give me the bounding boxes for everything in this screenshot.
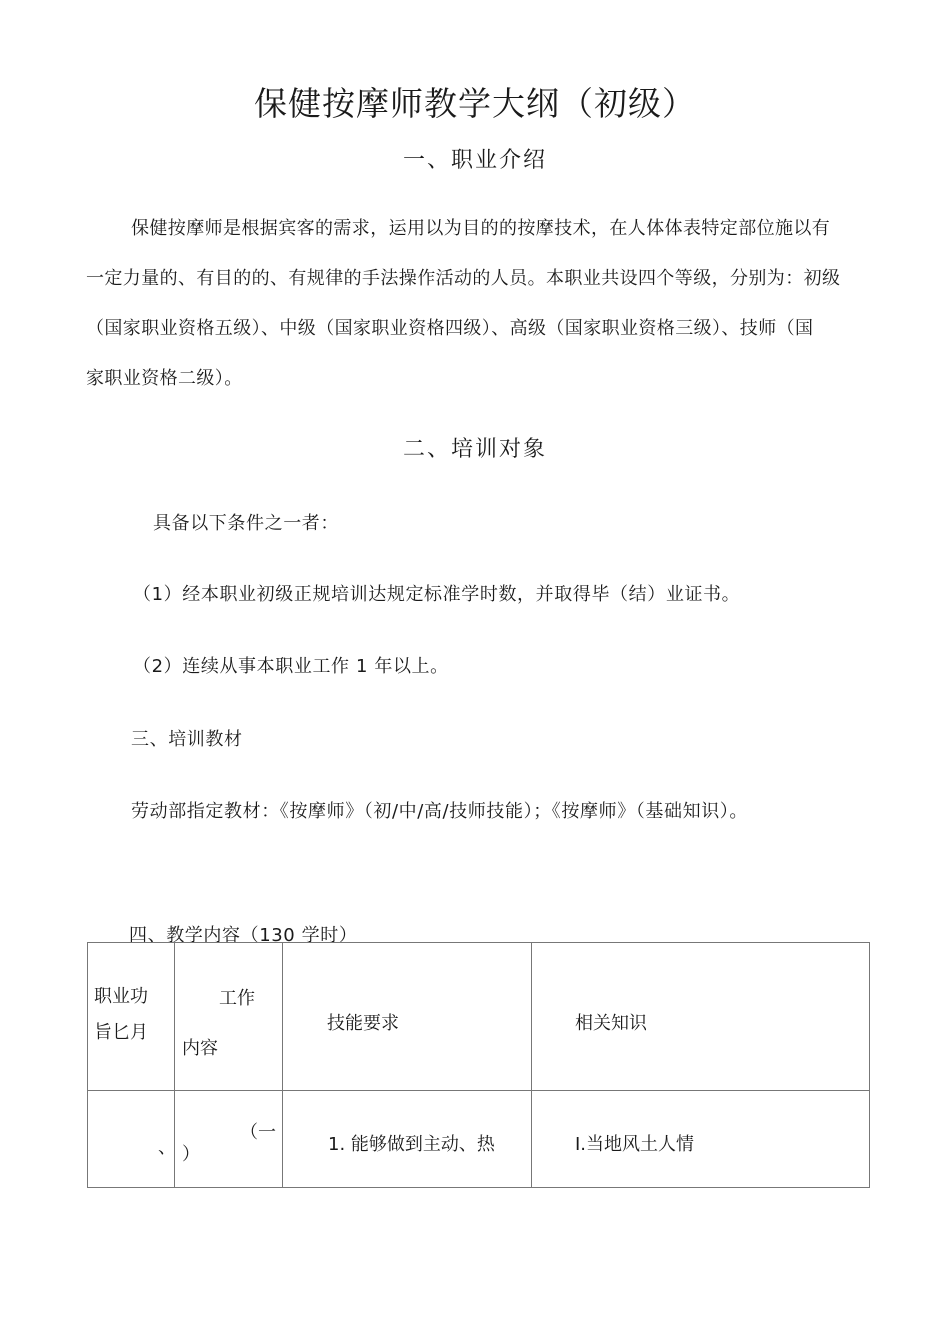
section-heading-training-target: 二、培训对象 xyxy=(402,437,547,462)
header-work-content-line-2: 内容 xyxy=(182,1038,218,1059)
header-cell-related-knowledge xyxy=(532,943,870,1091)
header-cell-career-function xyxy=(88,943,175,1091)
intro-paragraph-line-2: 一定力量的、有目的的、有规律的手法操作活动的人员。本职业共设四个等级，分别为：初级 xyxy=(86,268,841,289)
row1-cell-related-knowledge xyxy=(532,1091,870,1188)
row1-cell-skill-requirements xyxy=(283,1091,532,1188)
row1-related-knowledge: I.当地风土人情 xyxy=(575,1134,695,1155)
row1-skill-requirements: 1. 能够做到主动、热 xyxy=(328,1134,495,1155)
conditions-intro: 具备以下条件之一者： xyxy=(153,513,339,534)
row1-work-content-line-1: （一 xyxy=(240,1122,276,1143)
row1-career-function: 、 xyxy=(158,1137,176,1158)
row1-work-content-line-2: ） xyxy=(182,1144,200,1165)
intro-paragraph-line-3: （国家职业资格五级）、中级（国家职业资格四级）、高级（国家职业资格三级）、技师（国 xyxy=(86,318,814,339)
row1-cell-work-content xyxy=(175,1091,283,1188)
document-title: 保健按摩师教学大纲（初级） xyxy=(254,84,696,123)
intro-paragraph-line-4: 家职业资格二级）。 xyxy=(86,368,243,389)
training-materials-text: 劳动部指定教材：《按摩师》（初/中/高/技师技能）；《按摩师》（基础知识）。 xyxy=(131,801,748,822)
teaching-content-table xyxy=(87,942,870,1188)
condition-item-1: （1）经本职业初级正规培训达规定标准学时数，并取得毕（结）业证书。 xyxy=(133,584,741,605)
table-row xyxy=(88,1091,870,1188)
header-cell-skill-requirements xyxy=(283,943,532,1091)
condition-item-2: （2）连续从事本职业工作 1 年以上。 xyxy=(133,656,449,677)
section-heading-teaching-content: 四、教学内容（130 学时） xyxy=(129,925,358,946)
row1-cell-career-function xyxy=(88,1091,175,1188)
intro-paragraph-line-1: 保健按摩师是根据宾客的需求，运用以为目的的按摩技术，在人体体表特定部位施以有 xyxy=(131,218,831,239)
header-related-knowledge: 相关知识 xyxy=(575,1013,647,1034)
table-header-row xyxy=(88,943,870,1091)
header-career-function-line-1: 职业功 xyxy=(94,986,148,1007)
header-skill-requirements: 技能要求 xyxy=(327,1013,399,1034)
header-work-content-line-1: 工作 xyxy=(219,988,255,1009)
header-cell-work-content xyxy=(175,943,283,1091)
header-career-function-line-2: 旨匕月 xyxy=(94,1022,148,1043)
section-heading-training-materials: 三、培训教材 xyxy=(131,729,243,750)
section-heading-career-intro: 一、职业介绍 xyxy=(402,148,547,173)
